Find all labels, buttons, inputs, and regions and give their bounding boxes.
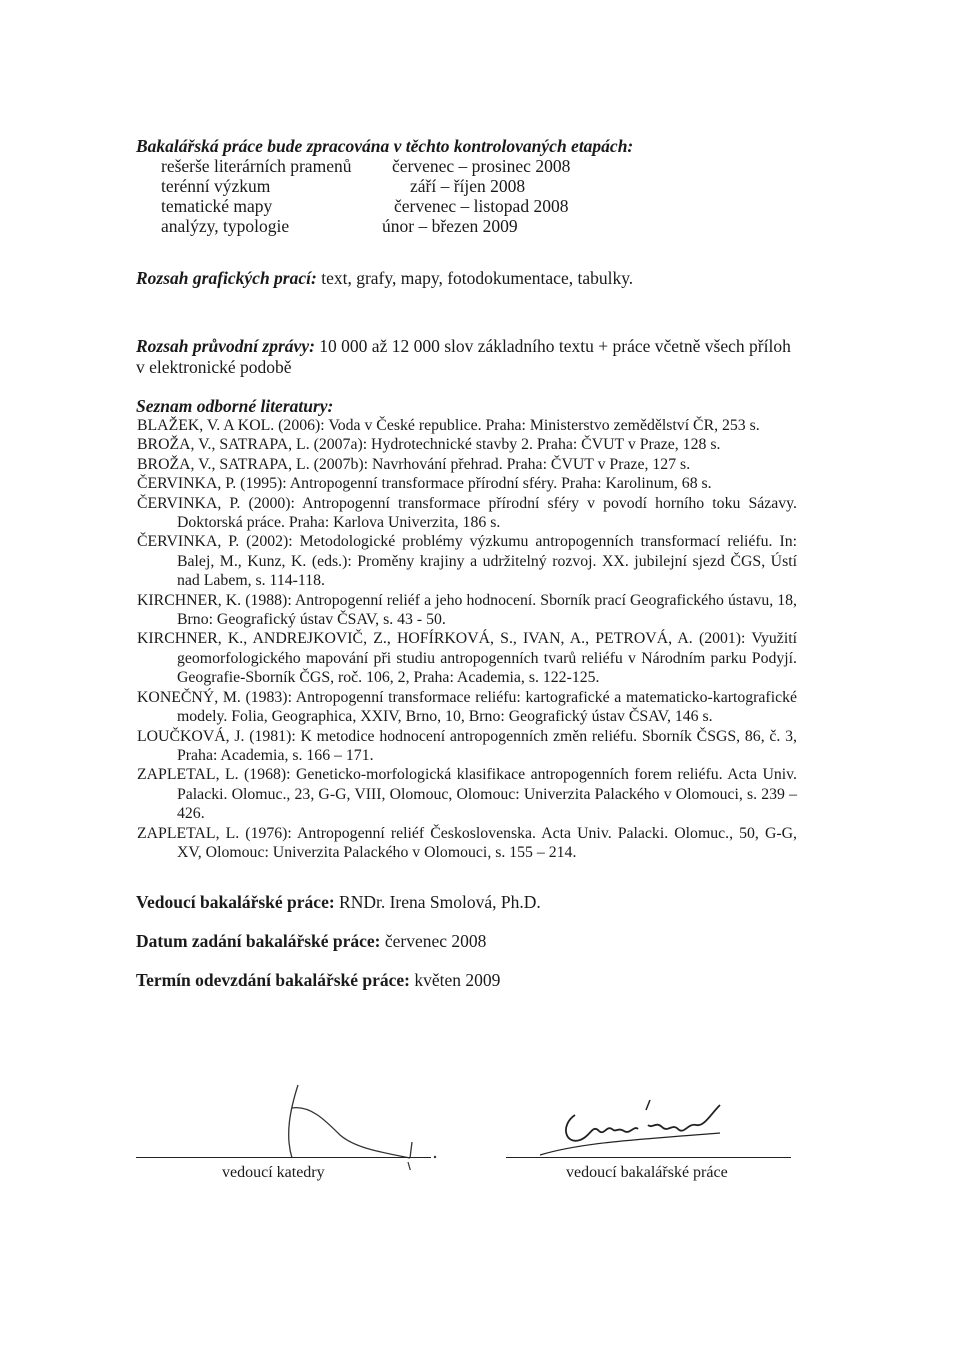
stage-task: rešerše literárních pramenů [161, 156, 352, 176]
literature-item: KIRCHNER, K., ANDREJKOVIČ, Z., HOFÍRKOVÁ, S., IVAN, A., PETROVÁ, A. (2001): Využití geomorfologického mapování při studiu antropogenních tvarů reliéfu v Národním parku Podyjí. Geografie-Sborník ČGS, roč. 106, 2, Praha: Academia, s. 122-125. [137, 630, 797, 687]
literature-heading: Seznam odborné literatury: [136, 396, 334, 416]
right-signature-line [506, 1157, 791, 1158]
deadline-value: květen 2009 [414, 970, 501, 990]
literature-item: LOUČKOVÁ, J. (1981): K metodice hodnocení antropogenních změn reliéfu. Sborník ČSGS, 86, č. 3, Praha: Academia, s. 166 – 171. [137, 727, 797, 764]
stages-heading: Bakalářská práce bude zpracována v těchto kontrolovaných etapách: [136, 136, 634, 156]
literature-item: KONEČNÝ, M. (1983): Antropogenní transformace reliéfu: kartografické a matematicko-kartografické modely. Folia, Geographica, XXIV, Brno, 10, Brno: Geografický ústav ČSAV, 146 s. [137, 688, 797, 726]
report-label: Rozsah průvodní zprávy: [136, 336, 315, 356]
stage-task: terénní výzkum [161, 176, 271, 196]
literature-item: BROŽA, V., SATRAPA, L. (2007a): Hydrotechnické stavby 2. Praha: ČVUT v Praze, 128 s. [137, 436, 721, 454]
right-signature-label: vedoucí bakalářské práce [566, 1164, 728, 1181]
literature-item: ČERVINKA, P. (1995): Antropogenní transformace přírodní sféry. Praha: Karolinum, 68 s. [137, 475, 712, 493]
graphics-line [136, 268, 633, 289]
stage-period: září – říjen 2008 [410, 176, 526, 196]
supervisor-line [136, 892, 541, 913]
literature-list [137, 416, 797, 862]
literature-item: BLAŽEK, V. A KOL. (2006): Voda v České republice. Praha: Ministerstvo zemědělství ČR, 253 s. [137, 417, 760, 434]
literature-item: ČERVINKA, P. (2000): Antropogenní transformace přírodní sféry v povodí horního toku Sázavy. Doktorská práce. Praha: Karlova Univerzita, 186 s. [137, 494, 797, 532]
stage-task: analýzy, typologie [161, 216, 290, 236]
graphics-label: Rozsah grafických prací: [136, 268, 317, 288]
deadline-label: Termín odevzdání bakalářské práce: [136, 970, 411, 990]
assigned-value: červenec 2008 [384, 931, 487, 951]
literature-item: ZAPLETAL, L. (1976): Antropogenní reliéf Československa. Acta Univ. Palacki. Olomuc., 50, G-G, XV, Olomouc: Univerzita Palackého v Olomouci, s. 155 – 214. [137, 824, 797, 861]
report-line [136, 336, 791, 357]
literature-item: KIRCHNER, K. (1988): Antropogenní reliéf a jeho hodnocení. Sborník prací Geografického ústavu, 18, Brno: Geografický ústav ČSAV, s. 43 - 50. [137, 591, 797, 629]
right-signature [520, 1095, 750, 1170]
literature-item: ZAPLETAL, L. (1968): Geneticko-morfologická klasifikace antropogenních forem reliéfu. Acta Univ. Palacki. Olomuc., 23, G-G, VIII, Olomouc, Olomouc: Univerzita Palackého v Olomouci, s. 239 – 426. [137, 766, 797, 823]
left-signature-line [136, 1157, 431, 1158]
stage-period: únor – březen 2009 [382, 216, 518, 236]
literature-item: BROŽA, V., SATRAPA, L. (2007b): Navrhování přehrad. Praha: ČVUT v Praze, 127 s. [137, 455, 691, 473]
stage-period: červenec – listopad 2008 [394, 196, 569, 216]
report-value: 10 000 až 12 000 slov základního textu + práce včetně všech příloh [319, 336, 791, 356]
deadline-line [136, 970, 500, 991]
supervisor-value: RNDr. Irena Smolová, Ph.D. [339, 892, 541, 912]
stage-task: tematické mapy [161, 196, 273, 216]
stage-period: červenec – prosinec 2008 [392, 156, 571, 176]
left-signature-label: vedoucí katedry [222, 1164, 325, 1181]
supervisor-label: Vedoucí bakalářské práce: [136, 892, 335, 912]
assigned-label: Datum zadání bakalářské práce: [136, 931, 381, 951]
assigned-line [136, 931, 486, 952]
literature-item: ČERVINKA, P. (2002): Metodologické problémy výzkumu antropogenních transformací reliéfu. In: Balej, M., Kunz, K. (eds.): Proměny krajiny a udržitelný rozvoj. XX. jubilejní sjezd ČGS, Ústí nad Labem, s. 114-118. [137, 533, 797, 590]
report-value-continued: v elektronické podobě [136, 357, 292, 377]
graphics-value: text, grafy, mapy, fotodokumentace, tabulky. [321, 268, 634, 288]
